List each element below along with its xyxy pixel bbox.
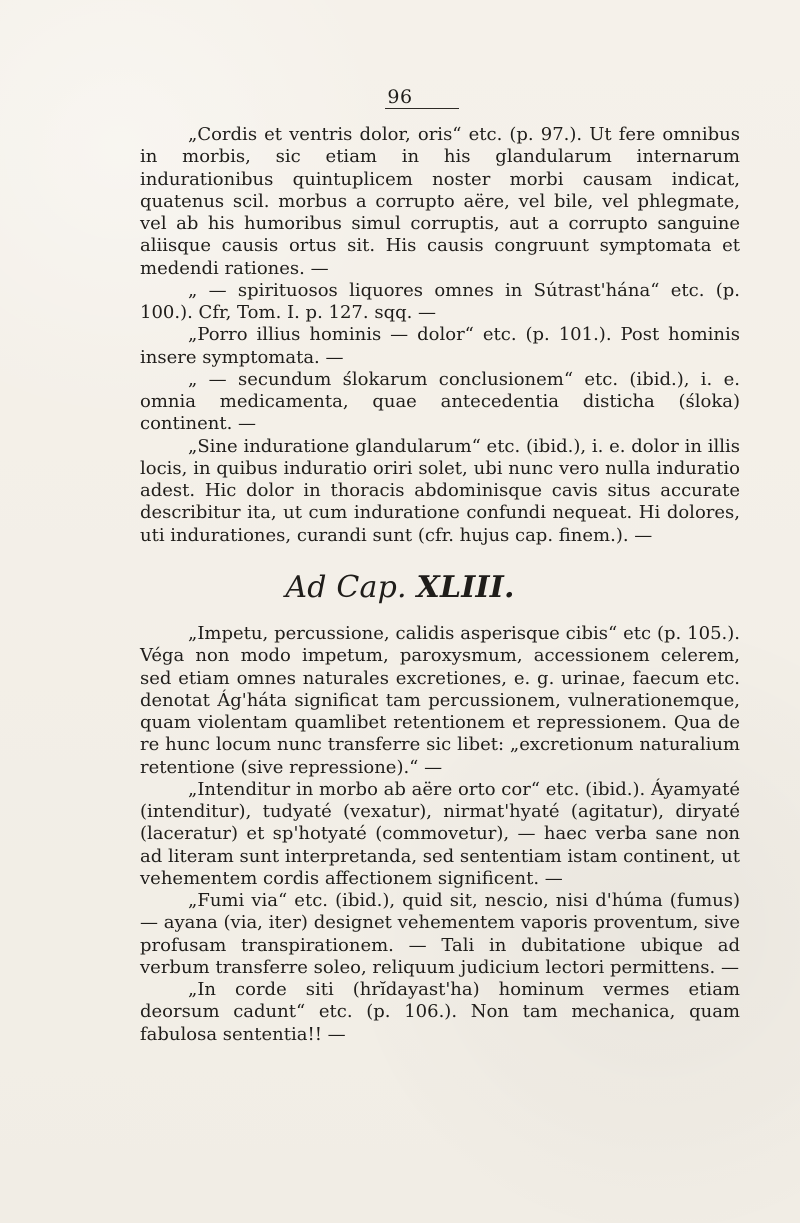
paragraph: „In corde siti (hrĭdayast'ha) hominum vermes etiam deorsum cadunt“ etc. (p. 106.). Non tam mechanica, quam fabulosa sententia!! —	[140, 979, 740, 1045]
lower-text-block	[140, 623, 740, 1046]
page-number-rule	[385, 108, 459, 109]
paragraph: „Intenditur in morbo ab aëre orto cor“ etc. (ibid.). Áyamyaté (intenditur), tudyaté (vexatur), nirmat'hyaté (agitatur), diryaté (laceratur) et sp'hotyaté (commovetur), — haec verba sane non ad literam sunt interpretanda, sed sententiam istam continent, ut vehementem cordis affectionem significent. —	[140, 778, 740, 889]
paragraph: „Cordis et ventris dolor, oris“ etc. (p. 97.). Ut fere omnibus in morbis, sic etiam in his glandularum internarum indurationibus quintuplicem noster morbi causam indicat, quatenus scil. morbus a corrupto aëre, vel bile, vel phlegmate, vel ab his humoribus simul corruptis, aut a corrupto sanguine aliisque causis ortus sit. His causis congruunt symptomata et medendi rationes. —	[140, 124, 740, 279]
paragraph: „Impetu, percussione, calidis asperisque cibis“ etc (p. 105.). Véga non modo impetum, paroxysmum, accessionem celerem, sed etiam omnes naturales excretiones, e. g. urinae, faecum etc. denotat Ág'háta significat tam percussionem, vulnerationemque, quam violentam quamlibet retentionem et repressionem. Qua de re hunc locum nunc transferre sic libet: „excretionum naturalium retentione (sive repressione).“ —	[140, 623, 740, 778]
upper-text-block	[140, 124, 740, 547]
section-heading-roman: XLIII.	[416, 570, 515, 605]
page-number: 96	[387, 86, 413, 108]
paragraph: „Sine induratione glandularum“ etc. (ibid.), i. e. dolor in illis locis, in quibus induratio oriri solet, ubi nunc vero nulla induratio adest. Hic dolor in thoracis abdominisque cavis situs accurate describitur ita, ut cum induratione confundi nequeat. Hi dolores, uti indurationes, curandi sunt (cfr. hujus cap. finem.). —	[140, 435, 740, 546]
paragraph: „ — spirituosos liquores omnes in Sútrast'hána“ etc. (p. 100.). Cfr, Tom. I. p. 127. sqq. —	[140, 279, 740, 323]
paragraph: „ — secundum ślokarum conclusionem“ etc. (ibid.), i. e. omnia medicamenta, quae antecedentia disticha (śloka) continent. —	[140, 368, 740, 435]
paragraph: „Porro illius hominis — dolor“ etc. (p. 101.). Post hominis insere symptomata. —	[140, 324, 740, 368]
paragraph: „Fumi via“ etc. (ibid.), quid sit, nescio, nisi d'húma (fumus) — ayana (via, iter) designet vehementem vaporis proventum, sive profusam transpirationem. — Tali in dubitatione ubique ad verbum transferre soleo, reliquum judicium lectori permittens. —	[140, 890, 740, 978]
section-heading-prefix: Ad Cap.	[285, 570, 407, 605]
section-heading	[0, 570, 800, 605]
